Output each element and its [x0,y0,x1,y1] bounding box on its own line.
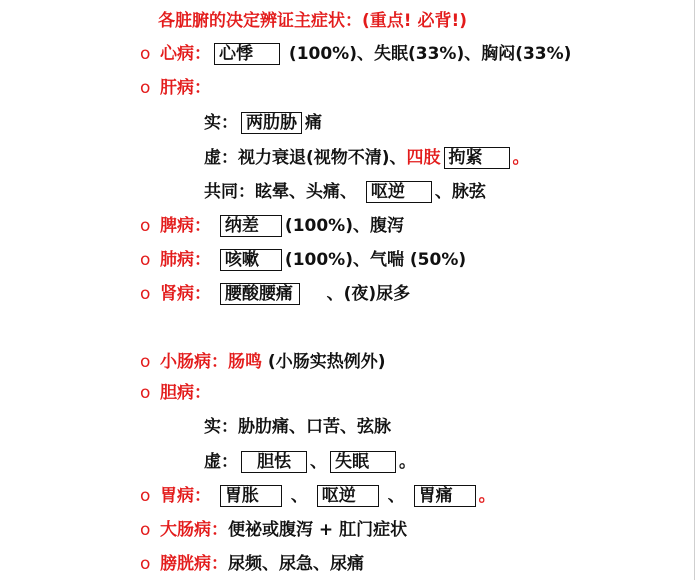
lung-label: 肺病： [160,250,211,270]
kidney-row [140,283,410,305]
kidney-key-symptom-box: 腰酸腰痛 [220,283,300,305]
kidney-rest-text: 、(夜)尿多 [326,284,411,304]
liver-shi-after: 痛 [305,113,322,133]
stomach-label: 胃病： [160,486,211,506]
gallbladder-label: 胆病： [160,383,211,403]
liver-common-box: 呕逆 [366,181,432,203]
bullet-icon: o [140,486,151,506]
liver-xu-end: 。 [512,148,530,168]
gallbladder-xu-end: 。 [399,452,416,472]
bladder-label: 膀胱病： [160,554,228,574]
spleen-key-symptom-box: 纳差 [220,215,282,237]
bullet-icon: o [140,250,151,270]
liver-label: 肝病： [160,78,211,98]
small-intestine-red-text: 肠鸣 [228,352,262,372]
spleen-label: 脾病： [160,216,211,236]
liver-shi-box: 两肋胁 [241,112,302,134]
lung-key-symptom-box: 咳嗽 [220,249,282,271]
stomach-end: 。 [478,486,496,506]
stomach-box-2: 呕逆 [317,485,379,507]
lung-rest-text: (100%)、气喘 (50%) [284,250,467,270]
stomach-sep-2: 、 [387,486,405,506]
large-intestine-text: 便祕或腹泻 + 肛门症状 [228,520,408,540]
gallbladder-shi-text: 胁肋痛、口苦、弦脉 [238,417,391,437]
stomach-box-1: 胃胀 [220,485,282,507]
bullet-icon: o [140,216,151,236]
bullet-icon: o [140,78,151,98]
stomach-row [140,485,496,507]
large-intestine-label: 大肠病： [160,520,228,540]
liver-xu-box: 拘紧 [444,147,510,169]
liver-xu-row [204,147,530,169]
heart-label: 心病： [160,44,211,64]
bullet-icon: o [140,520,151,540]
gallbladder-shi-row [204,416,391,438]
stomach-box-3: 胃痛 [414,485,476,507]
liver-shi-row [204,112,322,134]
liver-xu-red: 四肢 [406,148,441,168]
gallbladder-xu-label: 虚： [204,452,238,472]
heart-row [140,43,571,65]
spleen-row [140,215,404,237]
heart-key-symptom-box: 心悸 [214,43,280,65]
liver-common-row [204,181,486,203]
page-edge-line [694,0,695,580]
stomach-sep-1: 、 [290,486,308,506]
bullet-icon: o [140,383,151,403]
gallbladder-xu-box-1: 胆怯 [241,451,307,473]
gallbladder-xu-box-2: 失眠 [330,451,396,473]
kidney-label: 肾病： [160,284,211,304]
bullet-icon: o [140,352,151,372]
bladder-row [140,553,364,575]
gallbladder-xu-sep: 、 [310,452,327,472]
spleen-rest-text: (100%)、腹泻 [284,216,404,236]
bladder-text: 尿频、尿急、尿痛 [228,554,364,574]
liver-xu-label: 虚： [204,148,238,168]
gallbladder-row [140,382,211,404]
liver-common-after: 、脉弦 [434,182,486,202]
gallbladder-shi-label: 实： [204,417,238,437]
page-title: 各脏腑的决定辨证主症状：(重点! 必背!) [158,11,467,31]
large-intestine-row [140,519,407,541]
small-intestine-rest-text: (小肠实热例外) [267,352,386,372]
liver-row [140,77,211,99]
small-intestine-label: 小肠病： [160,352,228,372]
liver-shi-label: 实： [204,113,238,133]
liver-xu-text: 视力衰退(视物不清)、 [238,148,407,168]
heart-rest-text: (100%)、失眠(33%)、胸闷(33%) [288,44,572,64]
gallbladder-xu-row [204,451,416,473]
liver-common-label: 共同： [204,182,255,202]
small-intestine-row [140,351,385,373]
lung-row [140,249,466,271]
bullet-icon: o [140,284,151,304]
bullet-icon: o [140,44,151,64]
liver-common-text: 眩晕、头痛、 [255,182,357,202]
bullet-icon: o [140,554,151,574]
